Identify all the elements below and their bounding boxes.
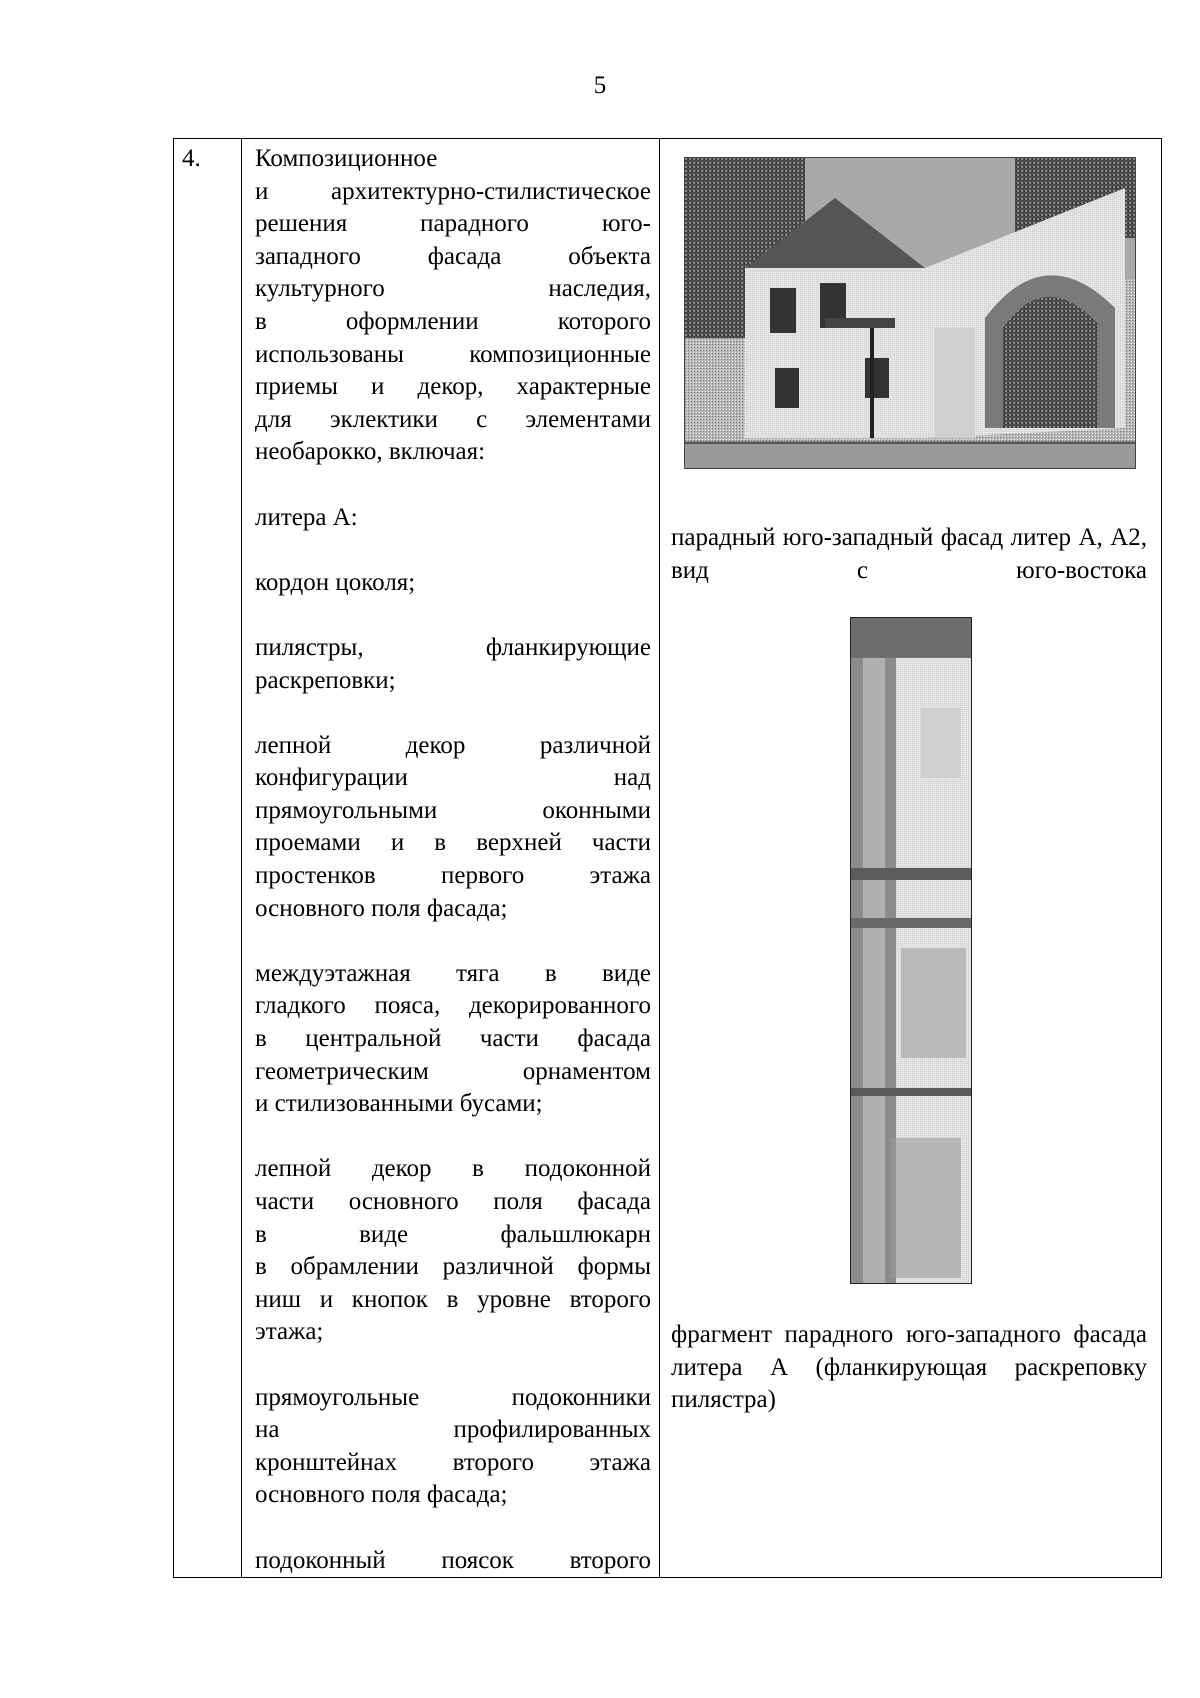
photo-caption: фрагмент парадного юго-западного фасада литера А (фланкирующая раскреповку пилястра) — [671, 1321, 1147, 1414]
text-line: и архитектурно-стилистическое — [255, 177, 651, 205]
description-column — [255, 143, 651, 1577]
text-line: необарокко, включая: — [255, 438, 486, 466]
text-line: в обрамлении различной формы — [255, 1253, 651, 1281]
facade-photo — [684, 157, 1136, 469]
heritage-table — [173, 138, 1162, 1578]
blank-line — [255, 925, 651, 958]
text-line: конфигурации над — [255, 764, 651, 792]
text-line: проемами и в верхней части — [255, 829, 651, 857]
text-line: подоконный поясок второго — [255, 1546, 651, 1574]
row-number: 4. — [182, 145, 201, 172]
text-line: геометрическим орнаментом — [255, 1057, 651, 1085]
text-line: этажа; — [255, 1318, 324, 1346]
text-line: прямоугольными оконными — [255, 796, 651, 824]
text-line: простенков первого этажа — [255, 862, 651, 890]
photo-caption: парадный юго-западный фасад литер А, А2, вид с юго-востока — [671, 524, 1147, 584]
text-line: кордон цоколя; — [255, 568, 416, 596]
text-line: основного поля фасада; — [255, 894, 508, 922]
text-line: и стилизованными бусами; — [255, 1090, 543, 1118]
pilaster-photo — [850, 617, 972, 1284]
blank-line — [255, 599, 651, 632]
text-line: в виде фальшлюкарн — [255, 1220, 651, 1248]
text-line: в центральной части фасада — [255, 1025, 651, 1053]
column-divider — [241, 139, 242, 1577]
blank-line — [255, 1121, 651, 1154]
blank-line — [255, 1512, 651, 1545]
text-line: лепной декор различной — [255, 731, 651, 759]
text-line: прямоугольные подоконники — [255, 1383, 651, 1411]
text-line: лепной декор в подоконной — [255, 1155, 651, 1183]
text-line: основного поля фасада; — [255, 1481, 508, 1509]
text-line: литера А: — [255, 503, 358, 531]
text-line: пилястры, фланкирующие — [255, 633, 651, 661]
text-line: междуэтажная тяга в виде — [255, 959, 651, 987]
text-line: для эклектики с элементами — [255, 405, 651, 433]
text-line: части основного поля фасада — [255, 1188, 651, 1215]
text-line: приемы и декор, характерные — [255, 373, 651, 401]
blank-line — [255, 697, 651, 730]
column-divider — [659, 139, 660, 1577]
text-line: использованы композиционные — [255, 340, 651, 368]
blank-line — [255, 1349, 651, 1382]
text-line: гладкого пояса, декорированного — [255, 992, 651, 1020]
text-line: Композиционное — [255, 145, 438, 172]
text-line: решения парадного юго- — [255, 210, 651, 238]
page-number: 5 — [593, 72, 607, 99]
text-line: в оформлении которого — [255, 307, 651, 335]
text-line: культурного наследия, — [255, 275, 651, 303]
text-line: ниш и кнопок в уровне второго — [255, 1285, 651, 1313]
text-line: раскреповки; — [255, 666, 396, 694]
text-line: на профилированных — [255, 1416, 651, 1444]
blank-line — [255, 534, 651, 567]
text-line: кронштейнах второго этажа — [255, 1448, 651, 1476]
text-line: западного фасада объекта — [255, 242, 651, 270]
blank-line — [255, 469, 651, 502]
